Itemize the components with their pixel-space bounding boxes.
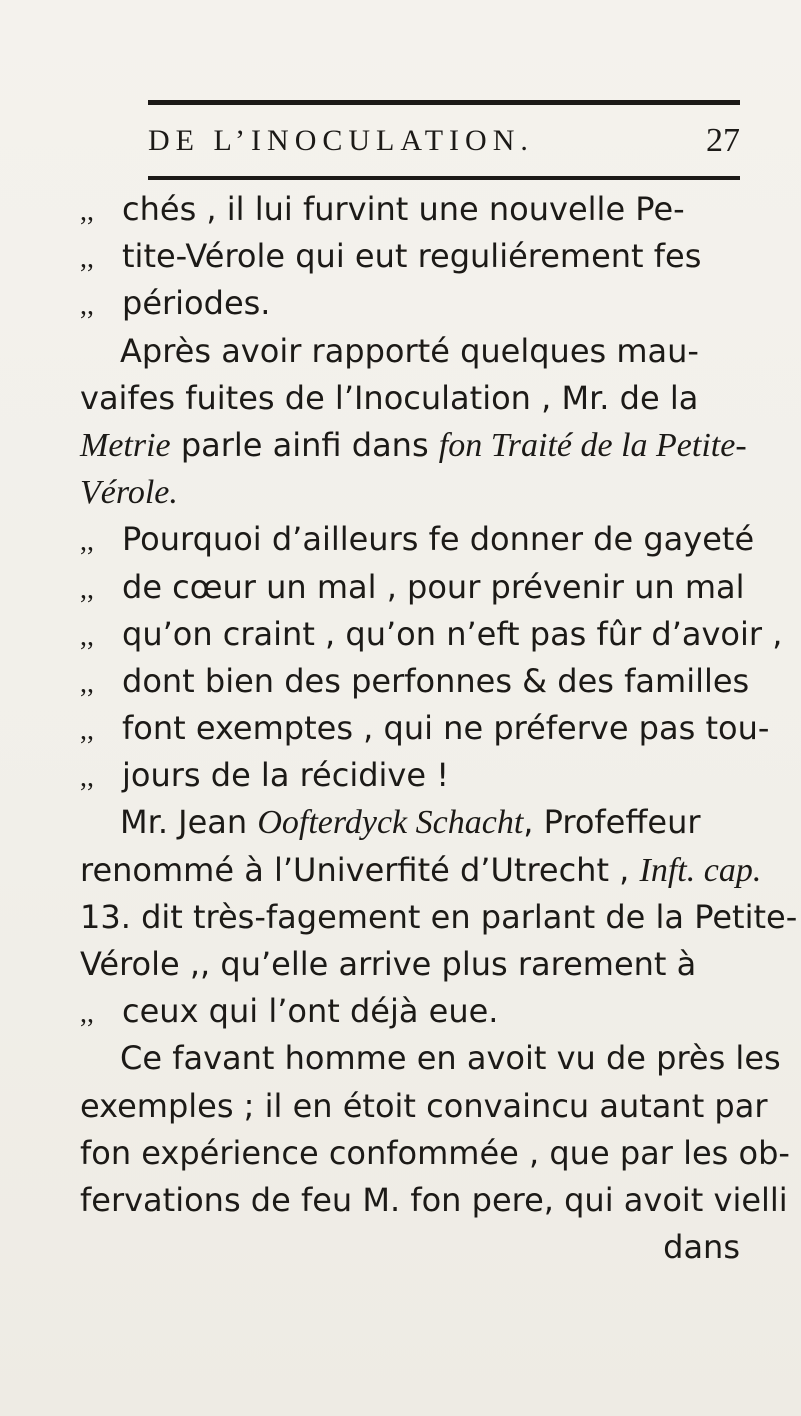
text-run: chés , il lui furvint une nouvelle Pe- — [122, 190, 685, 228]
text-line — [80, 280, 740, 327]
text-run: renommé à l’Univerfité d’Utrecht , — [80, 850, 640, 889]
text-line — [80, 233, 740, 280]
text-run: périodes. — [122, 284, 271, 323]
quote-mark: ,, — [80, 526, 94, 558]
quote-mark: ,, — [80, 573, 94, 605]
text-run: de cœur un mal , pour prévenir un mal — [122, 567, 745, 606]
quote-mark: ,, — [80, 243, 94, 275]
text-run: jours de la récidive ! — [122, 756, 450, 795]
running-header — [148, 110, 740, 172]
italic-text: Oofterdyck Schacht — [257, 804, 524, 842]
text-run: Mr. Jean — [120, 803, 258, 842]
text-line — [80, 894, 798, 941]
italic-text: Vérole. — [80, 474, 178, 512]
quote-mark: ,, — [80, 715, 94, 747]
text-line — [80, 422, 747, 469]
text-line — [80, 375, 740, 422]
text-run: , Profeffeur — [523, 803, 701, 842]
text-line — [80, 1224, 740, 1271]
quote-mark: ,, — [80, 290, 94, 322]
italic-text: Metrie — [80, 426, 171, 464]
quote-mark: ,, — [80, 620, 94, 652]
text-run: Pourquoi d’ailleurs fe donner de gayeté — [122, 520, 755, 559]
running-title: DE L’INOCULATION. — [148, 124, 534, 157]
text-run: vaifes fuites de l’Inoculation , Mr. de la — [80, 378, 699, 417]
text-line — [80, 1083, 768, 1130]
text-line — [80, 705, 770, 752]
text-run: 13. dit très-fagement en parlant de la Petite- — [80, 897, 798, 936]
text-run: ceux qui l’ont déjà eue. — [122, 992, 499, 1031]
text-run: parle ainfi dans — [170, 425, 439, 464]
text-line — [80, 328, 740, 375]
text-run: Vérole ,, qu’elle arrive plus rarement à — [80, 945, 697, 983]
text-line — [80, 564, 745, 611]
body-text — [80, 186, 798, 1271]
text-line — [80, 658, 750, 705]
text-run: qu’on craint , qu’on n’eft pas fûr d’avoir , — [122, 614, 783, 653]
text-line — [80, 988, 740, 1035]
text-run: Après avoir rapporté quelques mau- — [120, 331, 699, 370]
quote-mark: ,, — [80, 762, 94, 794]
text-line — [80, 186, 740, 233]
header-rule-bottom — [148, 176, 740, 180]
quote-mark: ,, — [80, 196, 94, 227]
text-line — [80, 1035, 781, 1082]
text-line — [80, 1130, 790, 1177]
text-run: font exemptes , qui ne préferve pas tou- — [122, 709, 770, 748]
text-line — [80, 799, 740, 846]
quote-mark: ,, — [80, 667, 94, 699]
text-run: dans — [663, 1228, 740, 1267]
text-line — [80, 941, 740, 988]
header-rule-top — [148, 100, 740, 105]
text-run: Ce favant homme en avoit vu de près les — [120, 1039, 781, 1078]
text-line — [80, 611, 783, 658]
quote-mark: ,, — [80, 998, 94, 1030]
italic-text: fon Traité de la Petite- — [438, 426, 747, 464]
page-number: 27 — [706, 122, 740, 159]
text-run: tite-Vérole qui eut reguliérement fes — [122, 237, 702, 276]
text-line — [80, 1177, 788, 1224]
text-run: fervations de feu M. fon pere, qui avoit vielli — [80, 1180, 788, 1219]
text-run: fon expérience confommée , que par les ob- — [80, 1133, 790, 1172]
text-line — [80, 516, 755, 563]
text-line — [80, 469, 740, 516]
text-run: dont bien des perfonnes & des familles — [122, 661, 750, 700]
text-line — [80, 752, 740, 799]
text-line — [80, 847, 762, 894]
italic-text: Inft. cap. — [639, 851, 762, 889]
text-run: exemples ; il en étoit convaincu autant par — [80, 1086, 768, 1125]
